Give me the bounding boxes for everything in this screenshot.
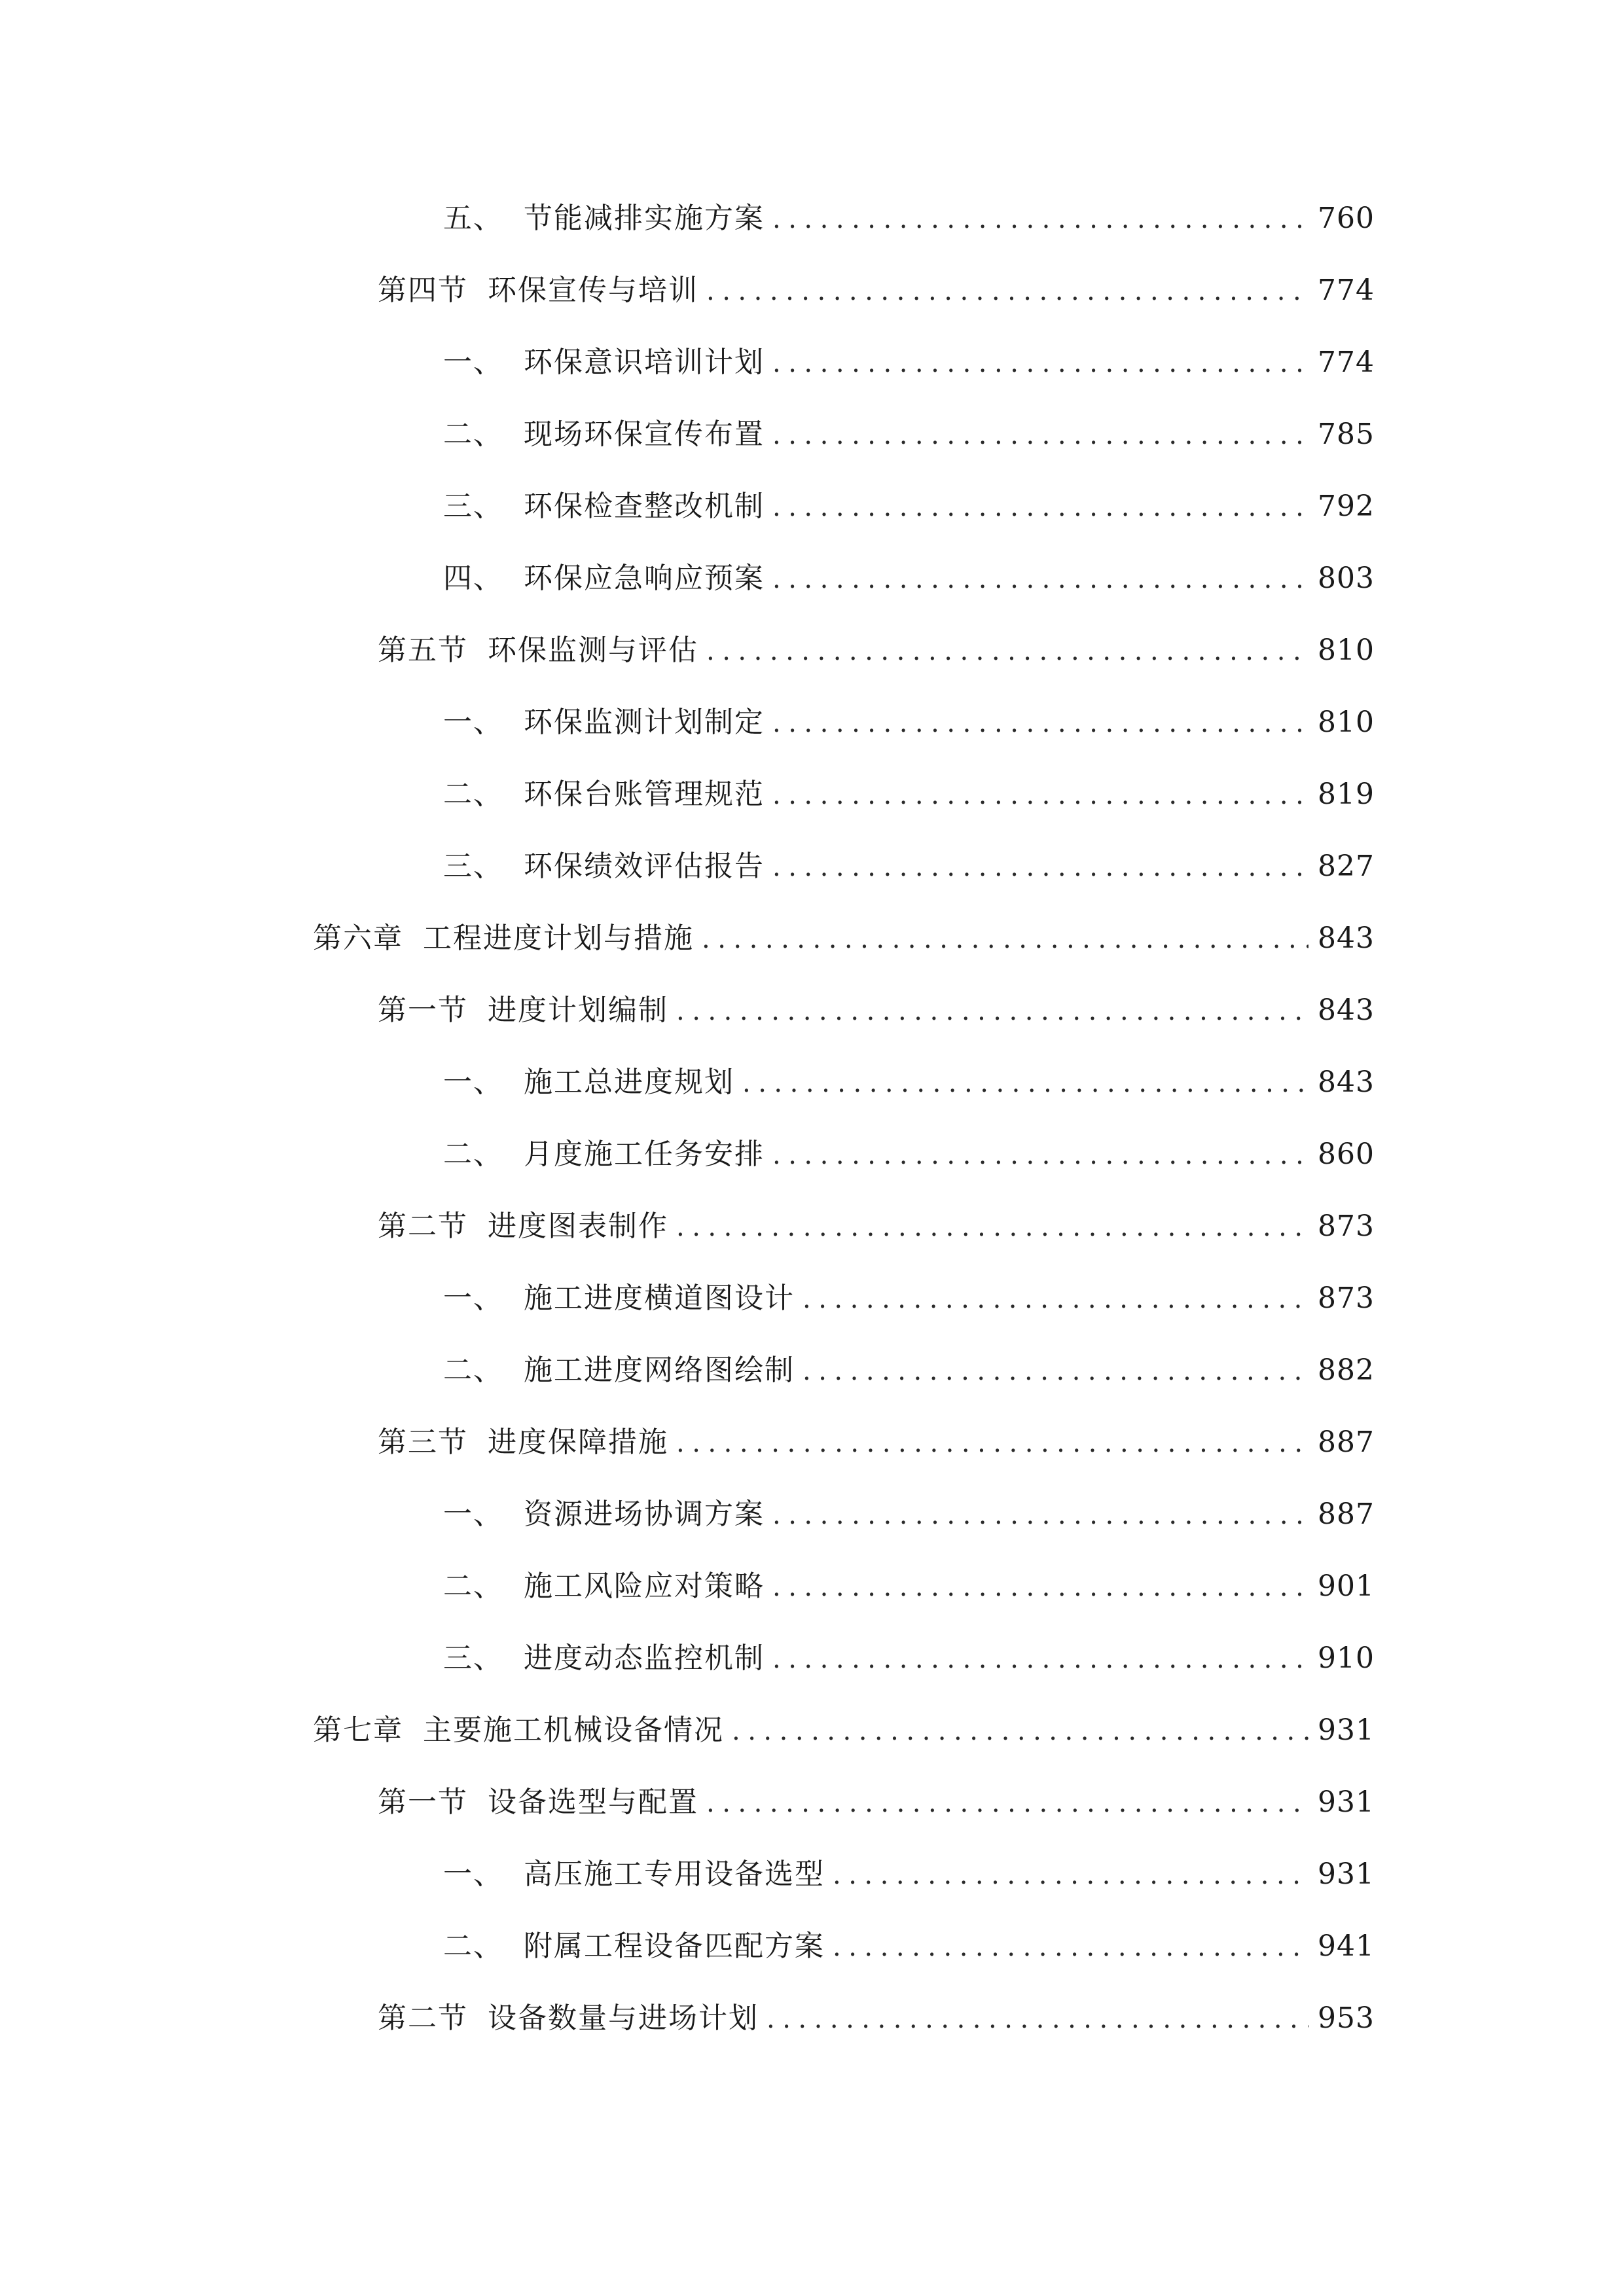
entry-page-number: 873	[1318, 1210, 1375, 1243]
toc-entry[interactable]	[0, 696, 1624, 749]
entry-title: 施工进度网络图绘制	[524, 1354, 795, 1387]
entry-page-number: 843	[1318, 922, 1375, 955]
entry-page-number: 774	[1318, 274, 1375, 307]
entry-number: 一、	[443, 1498, 503, 1531]
dot-leader	[772, 1129, 1308, 1181]
dot-leader	[676, 1201, 1308, 1253]
toc-entry[interactable]	[0, 264, 1624, 317]
entry-title: 环保绩效评估报告	[524, 850, 765, 883]
entry-title: 月度施工任务安排	[524, 1138, 765, 1171]
entry-title: 资源进场协调方案	[524, 1498, 765, 1531]
entry-title: 现场环保宣传布置	[524, 418, 765, 451]
entry-page-number: 810	[1318, 706, 1375, 739]
entry-number: 四、	[443, 562, 503, 595]
entry-title: 环保应急响应预案	[524, 562, 765, 595]
entry-title: 环保意识培训计划	[524, 346, 765, 379]
dot-leader	[742, 1057, 1308, 1109]
entry-number: 第七章	[313, 1713, 403, 1747]
dot-leader	[772, 1489, 1308, 1541]
entry-title: 进度图表制作	[488, 1210, 668, 1243]
toc-entry[interactable]	[0, 984, 1624, 1037]
toc-entry[interactable]	[0, 768, 1624, 821]
toc-entry[interactable]	[0, 1632, 1624, 1685]
entry-number: 二、	[443, 1138, 503, 1171]
toc-entry[interactable]	[0, 1128, 1624, 1181]
entry-page-number: 810	[1318, 634, 1375, 667]
entry-number: 二、	[443, 418, 503, 451]
toc-entry[interactable]	[0, 1272, 1624, 1325]
entry-page-number: 931	[1318, 1857, 1375, 1891]
dot-leader	[772, 409, 1308, 461]
dot-leader	[772, 1633, 1308, 1685]
entry-title: 环保监测计划制定	[524, 706, 765, 739]
entry-number: 第二节	[378, 2001, 468, 2035]
entry-title: 施工总进度规划	[524, 1066, 734, 1099]
entry-title: 施工风险应对策略	[524, 1570, 765, 1603]
dot-leader	[833, 1849, 1308, 1901]
entry-page-number: 882	[1318, 1354, 1375, 1387]
dot-leader	[772, 193, 1308, 245]
entry-title: 设备选型与配置	[488, 1785, 698, 1819]
dot-leader	[767, 1993, 1308, 2045]
dot-leader	[706, 265, 1308, 317]
entry-title: 高压施工专用设备选型	[524, 1857, 825, 1891]
entry-page-number: 873	[1318, 1282, 1375, 1315]
entry-number: 二、	[443, 1570, 503, 1603]
dot-leader	[732, 1705, 1308, 1757]
entry-title: 环保宣传与培训	[488, 274, 698, 307]
toc-entry[interactable]	[0, 1560, 1624, 1613]
entry-title: 附属工程设备匹配方案	[524, 1929, 825, 1963]
toc-entry[interactable]	[0, 1848, 1624, 1901]
entry-number: 二、	[443, 778, 503, 811]
toc-entry[interactable]	[0, 1776, 1624, 1829]
toc-entry[interactable]	[0, 552, 1624, 605]
entry-page-number: 827	[1318, 850, 1375, 883]
toc-entry[interactable]	[0, 1200, 1624, 1253]
entry-number: 第二节	[378, 1210, 468, 1243]
dot-leader	[772, 697, 1308, 749]
entry-title: 进度动态监控机制	[524, 1641, 765, 1675]
toc-entry[interactable]	[0, 1344, 1624, 1397]
entry-number: 第三节	[378, 1426, 468, 1459]
entry-title: 主要施工机械设备情况	[423, 1713, 724, 1747]
entry-number: 第一节	[378, 1785, 468, 1819]
entry-number: 二、	[443, 1354, 503, 1387]
dot-leader	[702, 913, 1308, 965]
dot-leader	[772, 841, 1308, 893]
toc-entry[interactable]	[0, 480, 1624, 533]
entry-page-number: 887	[1318, 1426, 1375, 1459]
entry-number: 第一节	[378, 994, 468, 1027]
entry-number: 一、	[443, 1857, 503, 1891]
entry-page-number: 785	[1318, 418, 1375, 451]
toc-entry[interactable]	[0, 192, 1624, 245]
entry-page-number: 803	[1318, 562, 1375, 595]
entry-page-number: 931	[1318, 1785, 1375, 1819]
toc-entry[interactable]	[0, 1704, 1624, 1757]
toc-entry[interactable]	[0, 1056, 1624, 1109]
entry-number: 一、	[443, 1066, 503, 1099]
entry-page-number: 860	[1318, 1138, 1375, 1171]
entry-title: 节能减排实施方案	[524, 202, 765, 235]
entry-page-number: 843	[1318, 994, 1375, 1027]
toc-entry[interactable]	[0, 840, 1624, 893]
toc-entry[interactable]	[0, 1488, 1624, 1541]
dot-leader	[772, 337, 1308, 389]
entry-title: 设备数量与进场计划	[488, 2001, 759, 2035]
dot-leader	[803, 1273, 1308, 1325]
entry-number: 一、	[443, 1282, 503, 1315]
entry-number: 第六章	[313, 922, 403, 955]
entry-title: 工程进度计划与措施	[423, 922, 694, 955]
dot-leader	[676, 985, 1308, 1037]
entry-number: 三、	[443, 490, 503, 523]
toc-entry[interactable]	[0, 336, 1624, 389]
entry-page-number: 931	[1318, 1713, 1375, 1747]
entry-number: 三、	[443, 850, 503, 883]
entry-page-number: 910	[1318, 1641, 1375, 1675]
dot-leader	[772, 769, 1308, 821]
entry-title: 环保检查整改机制	[524, 490, 765, 523]
dot-leader	[772, 1561, 1308, 1613]
entry-page-number: 887	[1318, 1498, 1375, 1531]
toc-entry[interactable]	[0, 1416, 1624, 1469]
toc-entry[interactable]	[0, 912, 1624, 965]
entry-page-number: 774	[1318, 346, 1375, 379]
dot-leader	[676, 1417, 1308, 1469]
toc-entry[interactable]	[0, 1992, 1624, 2045]
entry-page-number: 953	[1318, 2001, 1375, 2035]
entry-title: 环保监测与评估	[488, 634, 698, 667]
dot-leader	[706, 625, 1308, 677]
toc-entry[interactable]	[0, 624, 1624, 677]
dot-leader	[706, 1777, 1308, 1829]
entry-title: 进度保障措施	[488, 1426, 668, 1459]
dot-leader	[833, 1921, 1308, 1973]
entry-number: 第五节	[378, 634, 468, 667]
entry-page-number: 843	[1318, 1066, 1375, 1099]
entry-page-number: 792	[1318, 490, 1375, 523]
entry-number: 一、	[443, 706, 503, 739]
toc-entry[interactable]	[0, 408, 1624, 461]
entry-number: 第四节	[378, 274, 468, 307]
entry-title: 施工进度横道图设计	[524, 1282, 795, 1315]
dot-leader	[772, 553, 1308, 605]
entry-number: 二、	[443, 1929, 503, 1963]
entry-number: 一、	[443, 346, 503, 379]
entry-number: 五、	[443, 202, 503, 235]
entry-page-number: 901	[1318, 1570, 1375, 1603]
entry-page-number: 941	[1318, 1929, 1375, 1963]
entry-page-number: 819	[1318, 778, 1375, 811]
entry-title: 环保台账管理规范	[524, 778, 765, 811]
entry-title: 进度计划编制	[488, 994, 668, 1027]
entry-number: 三、	[443, 1641, 503, 1675]
entry-page-number: 760	[1318, 202, 1375, 235]
dot-leader	[772, 481, 1308, 533]
toc-entry[interactable]	[0, 1920, 1624, 1973]
dot-leader	[803, 1345, 1308, 1397]
